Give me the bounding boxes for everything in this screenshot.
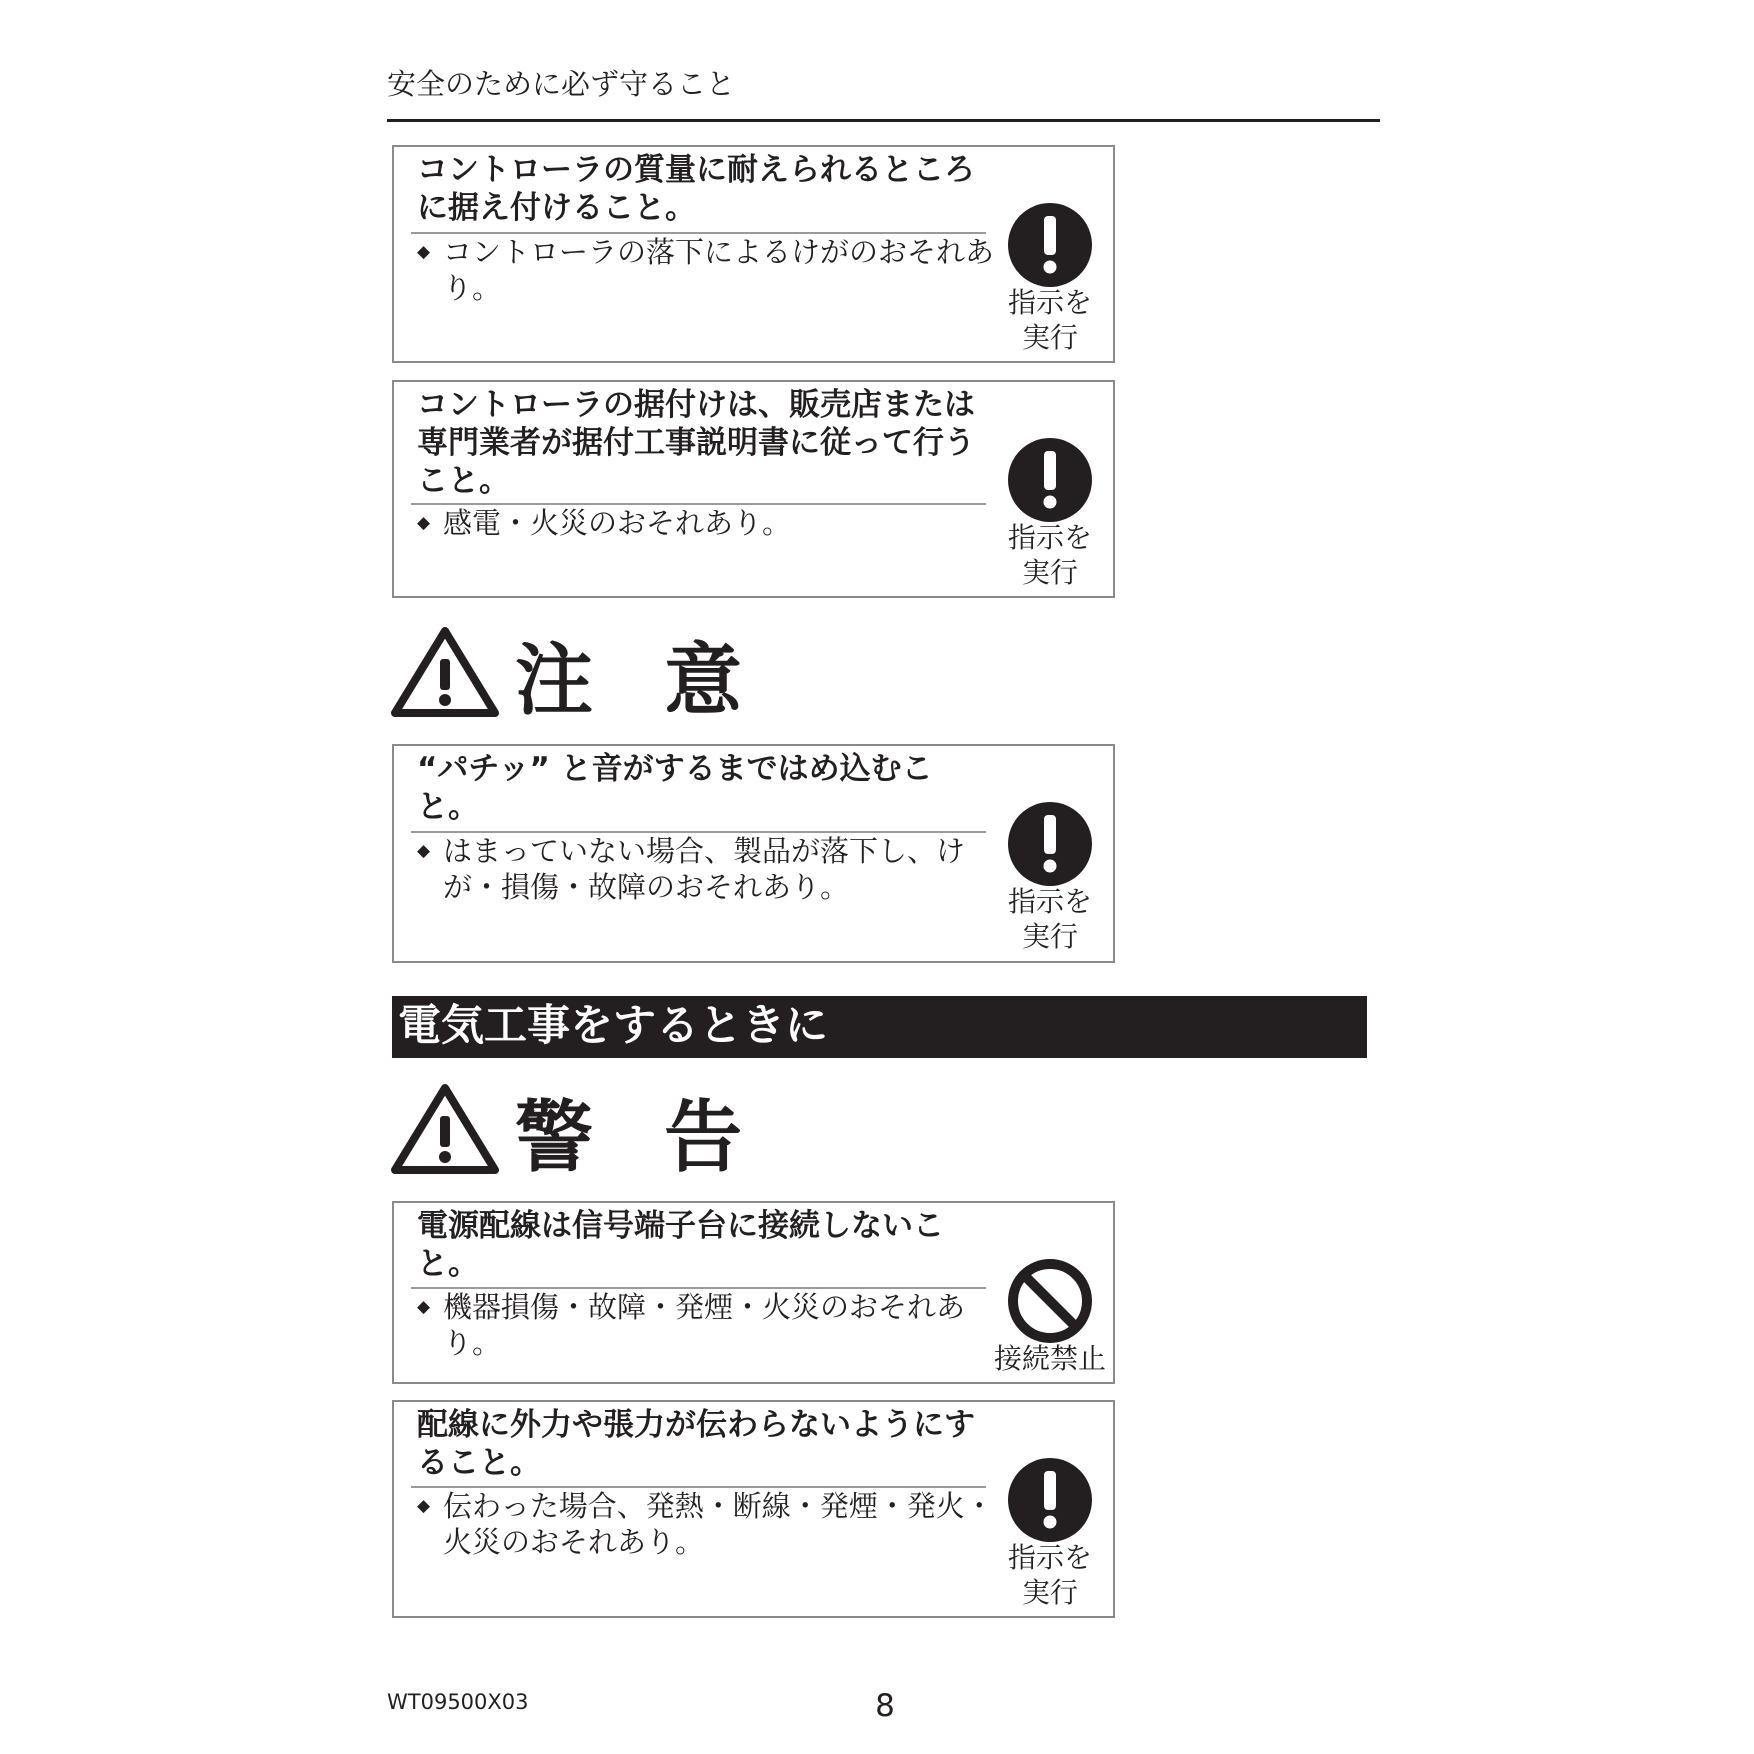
- section-band: [392, 996, 1367, 1058]
- symbol-label: 接続禁止: [993, 1342, 1106, 1375]
- section-band-title: 電気工事をするときに: [398, 1001, 828, 1051]
- instruction-title: 電源配線は信号端子台に接続しないこと。: [417, 1208, 944, 1282]
- document-code: WT09500X03: [387, 1690, 529, 1714]
- symbol-label: 指示を 実行: [1007, 1541, 1092, 1609]
- instruction-box-3: [392, 744, 1115, 963]
- instruction-detail: ◆ コントローラの落下によるけがのおそれあり。: [417, 235, 995, 305]
- instruction-box-5: [392, 1400, 1115, 1618]
- mandatory-icon: [1007, 1457, 1093, 1543]
- instruction-title: コントローラの質量に耐えられるところに据え付けること。: [417, 152, 975, 226]
- warning-word: 警 告: [515, 1093, 765, 1183]
- instruction-title: “パチッ” と音がするまではめ込むこと。: [417, 751, 933, 825]
- caution-word: 注 意: [515, 636, 765, 726]
- instruction-detail: ◆ 感電・火災のおそれあり。: [417, 506, 792, 540]
- instruction-detail: ◆ 伝わった場合、発熱・断線・発煙・発火・火災のおそれあり。: [417, 1489, 994, 1559]
- instruction-detail: ◆ はまっていない場合、製品が落下し、けが・損傷・故障のおそれあり。: [417, 834, 966, 904]
- page-number: 8: [875, 1688, 895, 1724]
- bullet-icon: ◆: [417, 513, 431, 533]
- instruction-box-1: [392, 145, 1115, 363]
- symbol-label: 指示を 実行: [1007, 885, 1092, 953]
- mandatory-icon: [1007, 801, 1093, 887]
- mandatory-icon: [1007, 202, 1093, 288]
- symbol-label: 指示を 実行: [1007, 521, 1092, 589]
- prohibition-icon: [1007, 1258, 1093, 1344]
- instruction-box-2: [392, 380, 1115, 598]
- header-rule: [387, 119, 1380, 122]
- bullet-icon: ◆: [417, 1297, 431, 1317]
- warning-triangle-icon: [390, 626, 500, 718]
- instruction-title: 配線に外力や張力が伝わらないようにすること。: [417, 1407, 975, 1481]
- symbol-label: 指示を 実行: [1007, 286, 1092, 354]
- warning-triangle-icon: [390, 1083, 500, 1175]
- instruction-detail: ◆ 機器損傷・故障・発煙・火災のおそれあり。: [417, 1290, 966, 1360]
- bullet-icon: ◆: [417, 1496, 431, 1516]
- bullet-icon: ◆: [417, 841, 431, 861]
- instruction-box-4: [392, 1201, 1115, 1384]
- page-header-title: 安全のために必ず守ること: [387, 67, 736, 101]
- bullet-icon: ◆: [417, 242, 431, 262]
- mandatory-icon: [1007, 437, 1093, 523]
- instruction-title: コントローラの据付けは、販売店または専門業者が据付工事説明書に従って行うこと。: [417, 387, 975, 499]
